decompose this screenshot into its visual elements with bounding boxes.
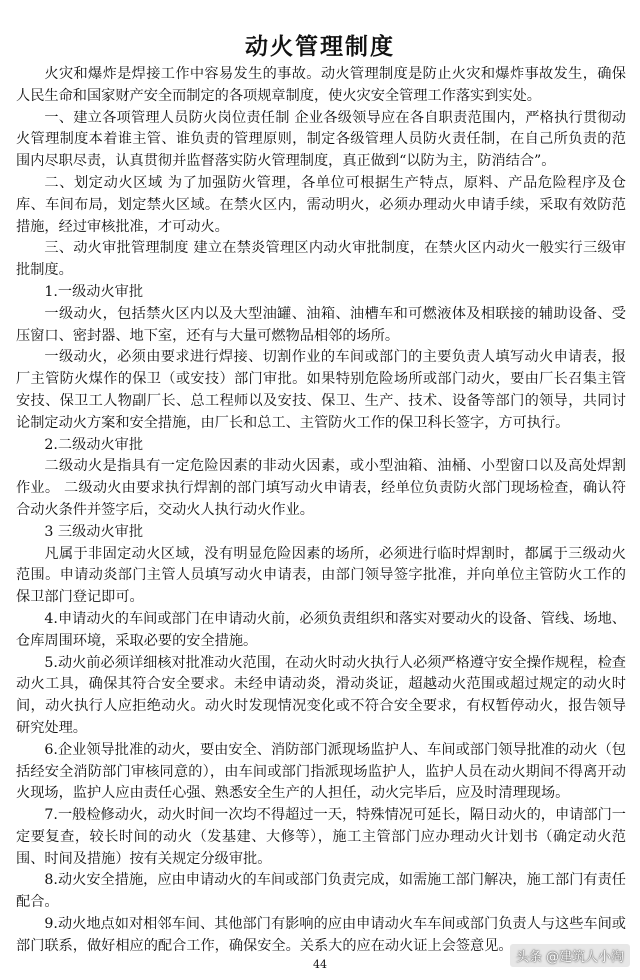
watermark-text: 头条 @建筑人小淘 (515, 950, 624, 965)
body-paragraph: 8.动火安全措施，应由申请动火的车间或部门负责完成，如需施工部门解决，施工部门有责任配合。 (16, 872, 626, 911)
body-paragraph: 9.动火地点如对相邻车间、其他部门有影响的应由申请动火车车间或部门负责人与这些车间或部门联系，做好相应的配合工作，确保安全。关系大的应在动火证上会签意见。 (16, 916, 626, 954)
body-paragraph: 4.申请动火的车间或部门在申请动火前，必须负责组织和落实对要动火的设备、管线、场地、仓库周围环境，采取必要的安全措施。 (16, 610, 626, 649)
page-number: 44 (313, 958, 327, 971)
section-heading: 3 三级动火审批 (44, 523, 144, 540)
body-paragraph: 三、动火审批管理制度 建立在禁炎管理区内动火审批制度，在禁火区内动火一般实行三级审批制度。 (16, 240, 626, 279)
body-paragraph: 一、建立各项管理人员防火岗位责任制 企业各级领导应在各自职责范围内，严格执行贯彻动火管理制度本着谁主管、谁负责的管理原则，制定各级管理人员防火责任制，在自己所负责的范围内尽职尽责，认真贯彻并监督落实防火管理制度，真正做到“以防为主，防消结合”。 (16, 109, 626, 170)
body-paragraph: 二、划定动火区域 为了加强防火管理，各单位可根据生产特点，原料、产品危险程序及仓库、车间布局，划定禁火区域。在禁火区内，需动明火，必须办理动火申请手续，采取有效防范措施，经过审核批准，才可动火。 (16, 174, 626, 235)
body-paragraph: 凡属于非固定动火区域，没有明显危险因素的场所，必须进行临时焊割时，都属于三级动火范围。申请动炎部门主管人员填写动火申请表，由部门领导签字批准，并向单位主管防火工作的保卫部门登记即可。 (16, 545, 626, 606)
section-heading: 1.一级动火审批 (44, 283, 144, 300)
body-paragraph: 一级动火，必须由要求进行焊接、切割作业的车间或部门的主要负责人填写动火申请表，报厂主管防火煤作的保卫（或安技）部门审批。如果特别危险场所或部门动火，要由厂长召集主管安技、保卫工人物副厂长、总工程师以及安技、保卫、生产、技术、设备等部门的领导，共同讨论制定动火方案和安全措施，由厂长和总工、主管防火工作的保卫科长签字，方可执行。 (16, 349, 626, 431)
watermark (510, 944, 630, 967)
body-paragraph: 6.企业领导批准的动火，要由安全、消防部门派现场监护人、车间或部门领导批准的动火（包括经安全消防部门审核同意的），由车间或部门指派现场监护人，监护人员在动火期间不得离开动火现场，监护人应由责任心强、熟悉安全生产的人担任，动火完毕后，应及时清理现场。 (16, 741, 626, 802)
body-paragraph: 5.动火前必须详细核对批准动火范围，在动火时动火执行人必须严格遵守安全操作规程，检查动火工具，确保其符合安全要求。未经申请动炎，滑动炎证，超越动火范围或超过规定的动火时间，动火执行人应拒绝动火。动火时发现情况变化或不符合安全要求，有权暂停动火，报告领导研究处理。 (16, 654, 626, 736)
section-heading: 2.二级动火审批 (44, 436, 144, 453)
body-paragraph: 一级动火，包括禁火区内以及大型油罐、油箱、油槽车和可燃液体及相联接的辅助设备、受压窗口、密封器、地下室，还有与大量可燃物品相邻的场所。 (16, 305, 626, 344)
page-title: 动火管理制度 (245, 34, 395, 60)
body-paragraph: 7.一般检修动火，动火时间一次均不得超过一天，特殊情况可延长，隔日动火的，申请部门一定要复查，较长时间的动火（发基建、大修等），施工主管部门应办理动火计划书（确定动火范围、时间及措施）按有关规定分级审批。 (16, 807, 626, 867)
body-paragraph: 二级动火是指具有一定危险因素的非动火因素，或小型油箱、油桶、小型窗口以及高处焊割作业。 二级动火由要求执行焊割的部门填写动火申请表，经单位负责防火部门现场检查，确认符合动火条件并签字后，交动火人执行动火作业。 (16, 458, 626, 518)
body-paragraph: 火灾和爆炸是焊接工作中容易发生的事故。动火管理制度是防止火灾和爆炸事故发生，确保人民生命和国家财产安全而制定的各项规章制度，使火灾安全管理工作落实到实处。 (16, 66, 626, 104)
document-body (16, 64, 626, 958)
